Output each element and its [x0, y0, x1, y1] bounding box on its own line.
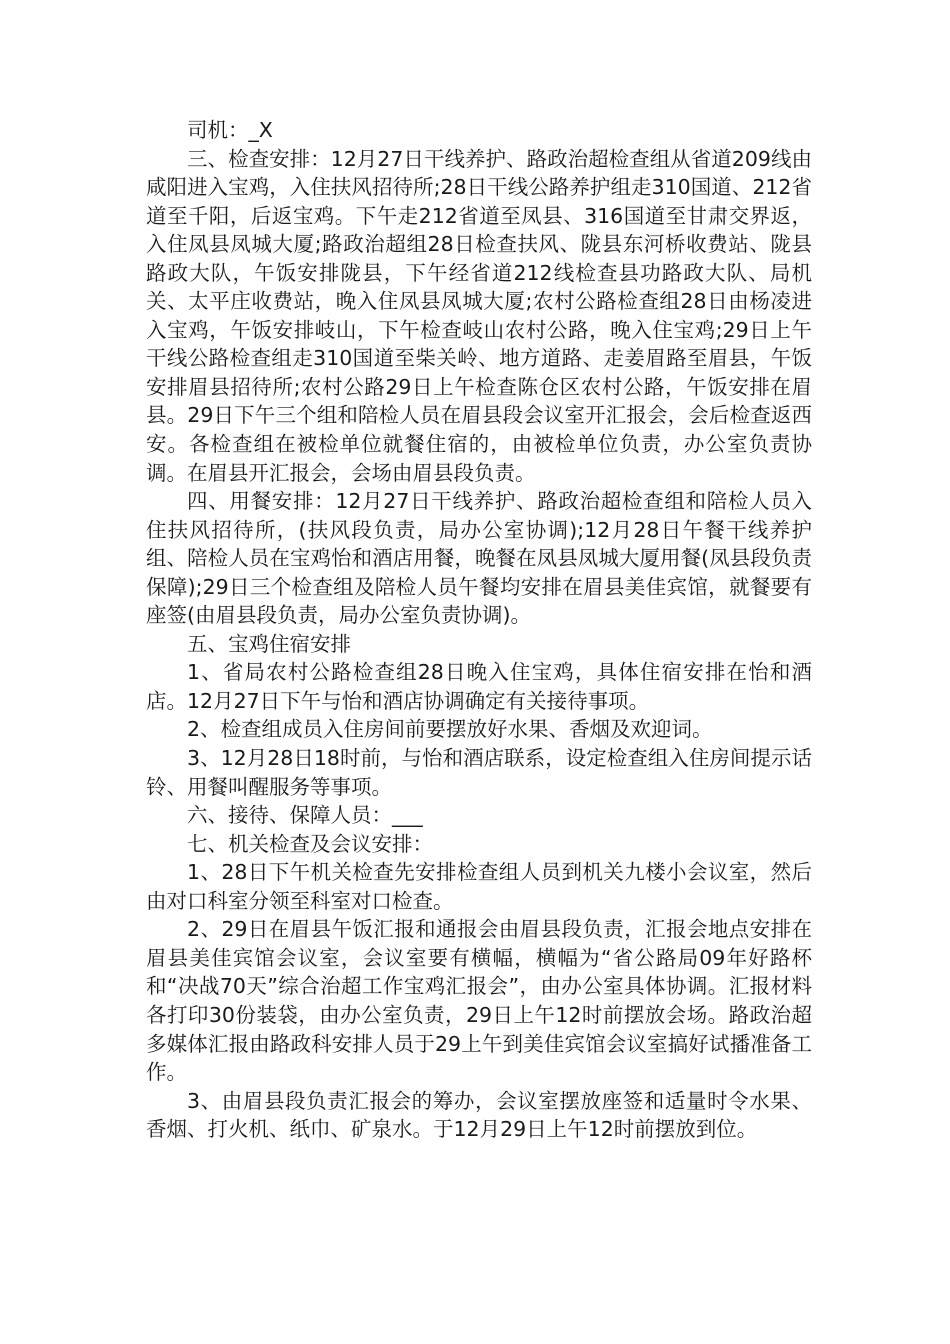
paragraph-reception-staff: 六、接待、保障人员：___: [187, 803, 423, 828]
paragraph-meeting-item-2: 2、29日在眉县午饭汇报和通报会由眉县段负责，汇报会地点安排在眉县美佳宾馆会议室，会议室要有横幅，横幅为“省公路局09年好路杯和“决战70天”综合治超工作宝鸡汇报会”，由办公室具体协调。汇报材料各打印30份装袋，由办公室负责，29日上午12时前摆放会场。路政治超多媒体汇报由路政科安排人员于29上午到美佳宾馆会议室搞好试播准备工作。: [146, 917, 812, 1085]
paragraph-meal-arrangement: 四、用餐安排：12月27日干线养护、路政治超检查组和陪检人员入住扶风招待所，(扶风段负责，局办公室协调);12月28日午餐干线养护组、陪检人员在宝鸡怡和酒店用餐，晚餐在凤县凤城大厦用餐(凤县段负责保障);29日三个检查组及陪检人员午餐均安排在眉县美佳宾馆，就餐要有座签(由眉县段负责，局办公室负责协调)。: [146, 489, 812, 628]
paragraph-driver: 司机：_X: [187, 118, 273, 142]
paragraph-meeting-item-1: 1、28日下午机关检查先安排检查组人员到机关九楼小会议室，然后由对口科室分领至科室对口检查。: [146, 860, 812, 913]
paragraph-lodging-item-1: 1、省局农村公路检查组28日晚入住宝鸡，具体住宿安排在怡和酒店。12月27日下午与怡和酒店协调确定有关接待事项。: [146, 660, 812, 713]
paragraph-baoji-lodging-heading: 五、宝鸡住宿安排: [187, 631, 351, 656]
paragraph-meeting-item-3: 3、由眉县段负责汇报会的筹办，会议室摆放座签和适量时令水果、香烟、打火机、纸巾、矿泉水。于12月29日上午12时前摆放到位。: [146, 1088, 812, 1142]
paragraph-meeting-heading: 七、机关检查及会议安排：: [187, 831, 433, 856]
paragraph-inspection-schedule: 三、检查安排：12月27日干线养护、路政治超检查组从省道209线由咸阳进入宝鸡，入住扶风招待所;28日干线公路养护组走310国道、212省道至千阳，后返宝鸡。下午走212省道至凤县、316国道至甘肃交界返，入住凤县凤城大厦;路政治超组28日检查扶风、陇县东河桥收费站、陇县路政大队，午饭安排陇县，下午经省道212线检查县功路政大队、局机关、太平庄收费站，晚入住凤县凤城大厦;农村公路检查组28日由杨凌进入宝鸡，午饭安排岐山，下午检查岐山农村公路，晚入住宝鸡;29日上午干线公路检查组走310国道至柴关岭、地方道路、走姜眉路至眉县，午饭安排眉县招待所;农村公路29日上午检查陈仓区农村公路，午饭安排在眉县。29日下午三个组和陪检人员在眉县段会议室开汇报会，会后检查返西安。各检查组在被检单位就餐住宿的，由被检单位负责，办公室负责协调。在眉县开汇报会，会场由眉县段负责。: [146, 146, 812, 485]
paragraph-lodging-item-3: 3、12月28日18时前，与怡和酒店联系，设定检查组入住房间提示话铃、用餐叫醒服务等事项。: [146, 746, 812, 799]
document-body: [146, 116, 812, 1144]
paragraph-lodging-item-2: 2、检查组成员入住房间前要摆放好水果、香烟及欢迎词。: [187, 717, 713, 742]
